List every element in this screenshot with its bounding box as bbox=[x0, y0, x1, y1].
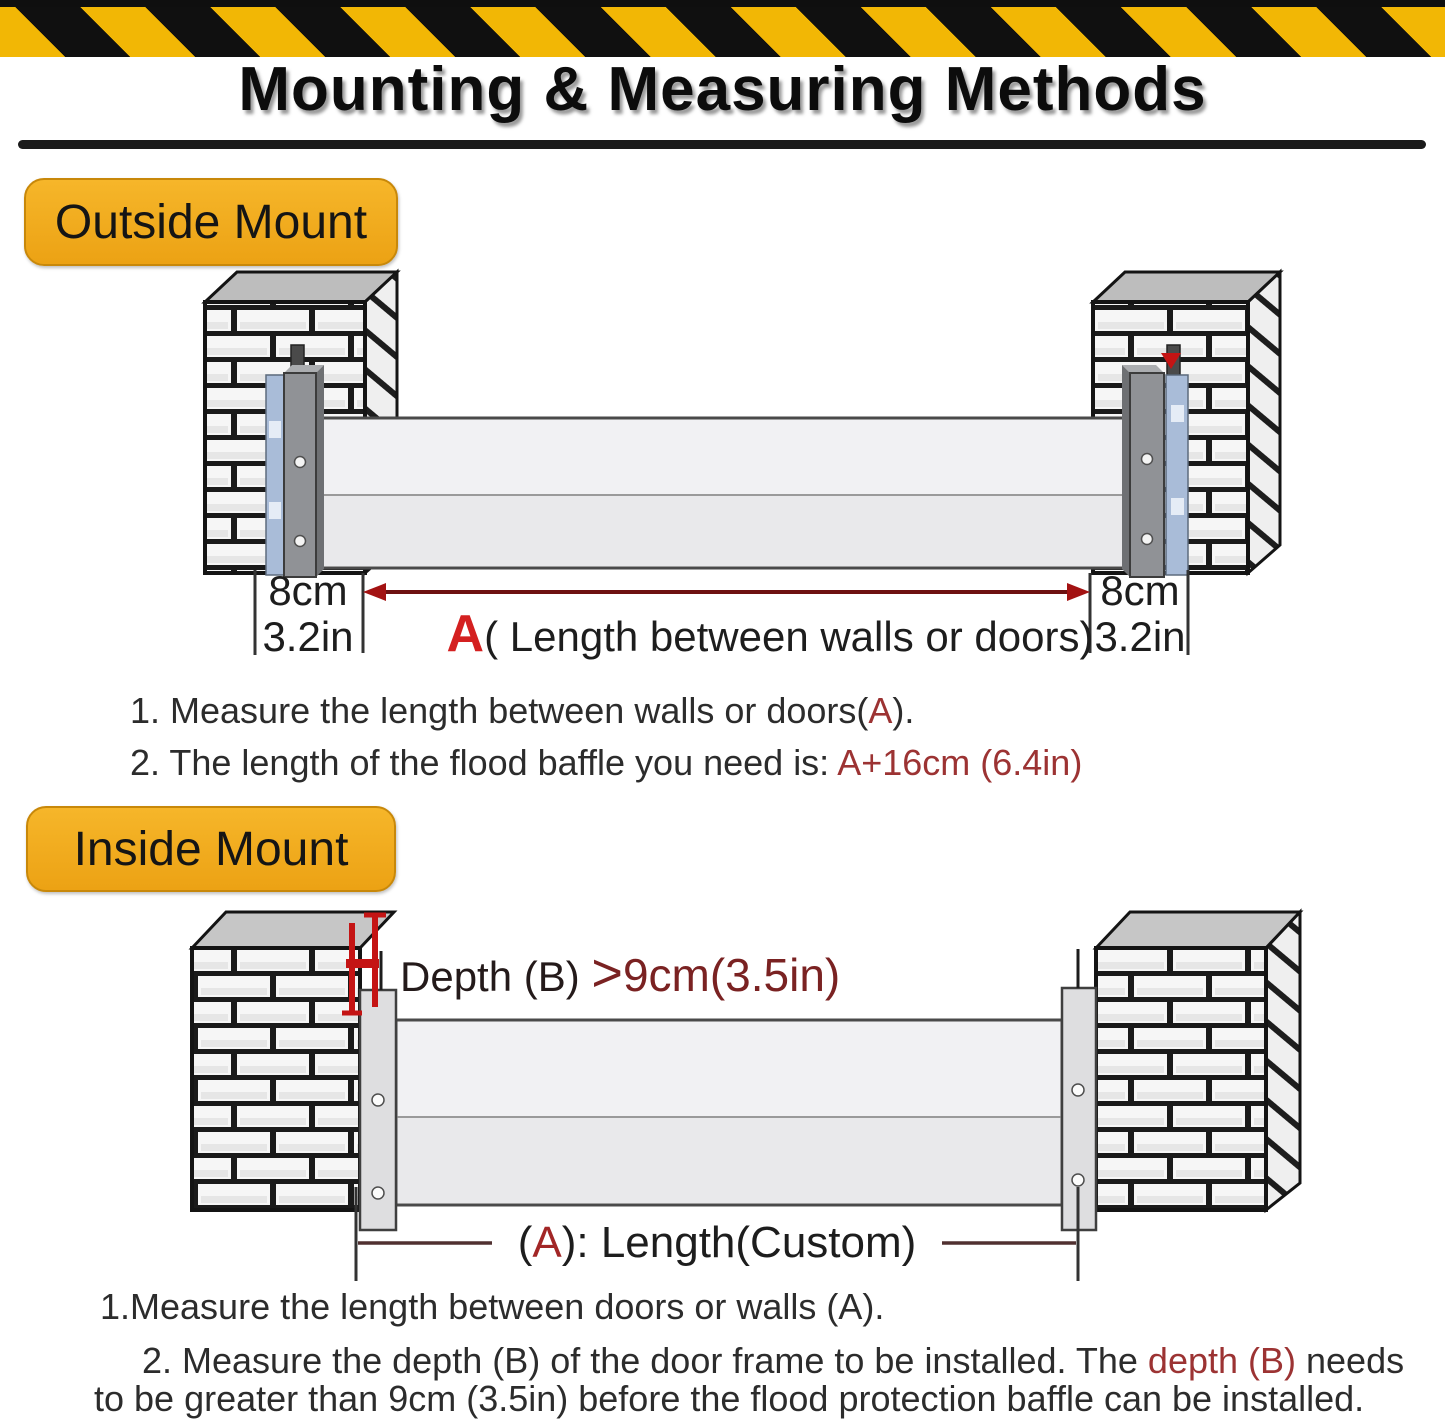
span-label-text: ( Length between walls or doors) bbox=[484, 613, 1094, 660]
arrowhead-left-icon bbox=[363, 583, 386, 601]
inside-step-2-text: 2. Measure the depth (B) of the door frame to be installed. The bbox=[142, 1340, 1148, 1381]
outside-mount-badge-label: Outside Mount bbox=[54, 195, 368, 249]
depth-label-black: Depth (B) bbox=[400, 953, 592, 1000]
flood-barrier-panel bbox=[320, 418, 1133, 568]
outside-step-2-text: 2. The length of the flood baffle you need is: bbox=[130, 742, 838, 783]
outside-step-1-end: ). bbox=[892, 690, 915, 731]
inside-step-1 bbox=[100, 1286, 884, 1328]
depth-gt-sign: > bbox=[591, 943, 623, 1003]
outside-step-1 bbox=[130, 690, 914, 732]
inside-step-2-end: needs bbox=[1296, 1340, 1405, 1381]
length-label-letter: A bbox=[532, 1218, 562, 1267]
span-letter-a: A bbox=[446, 605, 485, 663]
outside-step-1-letter: A bbox=[868, 690, 893, 731]
inside-step-2 bbox=[142, 1340, 1404, 1382]
dim-left-in: 3.2in bbox=[262, 613, 354, 660]
outside-step-2 bbox=[130, 742, 1082, 784]
outside-step-2-value: A+16cm (6.4in) bbox=[837, 742, 1083, 783]
inside-step-2-red: depth (B) bbox=[1147, 1340, 1296, 1381]
depth-label bbox=[400, 943, 840, 1003]
outside-step-1-text: 1. Measure the length between walls or doors( bbox=[130, 690, 869, 731]
inside-step-2-line2-text: to be greater than 9cm (3.5in) before the flood protection baffle can be installed. bbox=[94, 1378, 1365, 1419]
inside-right-pillar bbox=[1096, 912, 1300, 1210]
span-label bbox=[447, 605, 1094, 663]
inside-mount-badge-label: Inside Mount bbox=[73, 822, 349, 876]
dim-left-cm: 8cm bbox=[268, 567, 348, 614]
header-divider bbox=[18, 140, 1426, 149]
dim-right-in: 3.2in bbox=[1094, 613, 1186, 660]
hazard-stripe-banner bbox=[0, 0, 1445, 57]
outside-mount-diagram bbox=[0, 255, 1445, 675]
outside-left-bracket bbox=[266, 365, 324, 577]
dim-right-cm: 8cm bbox=[1100, 567, 1180, 614]
inside-step-2-line2 bbox=[94, 1378, 1364, 1420]
outside-right-bracket bbox=[1122, 353, 1188, 577]
depth-value: 9cm(3.5in) bbox=[622, 949, 841, 1001]
inside-mount-badge bbox=[26, 806, 396, 892]
length-label-post: ): Length(Custom) bbox=[561, 1218, 917, 1267]
page-title: Mounting & Measuring Methods bbox=[238, 55, 1207, 124]
length-custom-label bbox=[518, 1218, 917, 1267]
flood-barrier-panel-inside bbox=[396, 1020, 1062, 1205]
outside-dimensions bbox=[255, 567, 1188, 663]
inside-step-1-text: 1.Measure the length between doors or walls (A). bbox=[100, 1286, 885, 1327]
inside-mount-diagram bbox=[0, 895, 1445, 1285]
length-label-pre: ( bbox=[517, 1218, 533, 1267]
arrowhead-right-icon bbox=[1067, 583, 1090, 601]
outside-mount-badge bbox=[24, 178, 398, 266]
